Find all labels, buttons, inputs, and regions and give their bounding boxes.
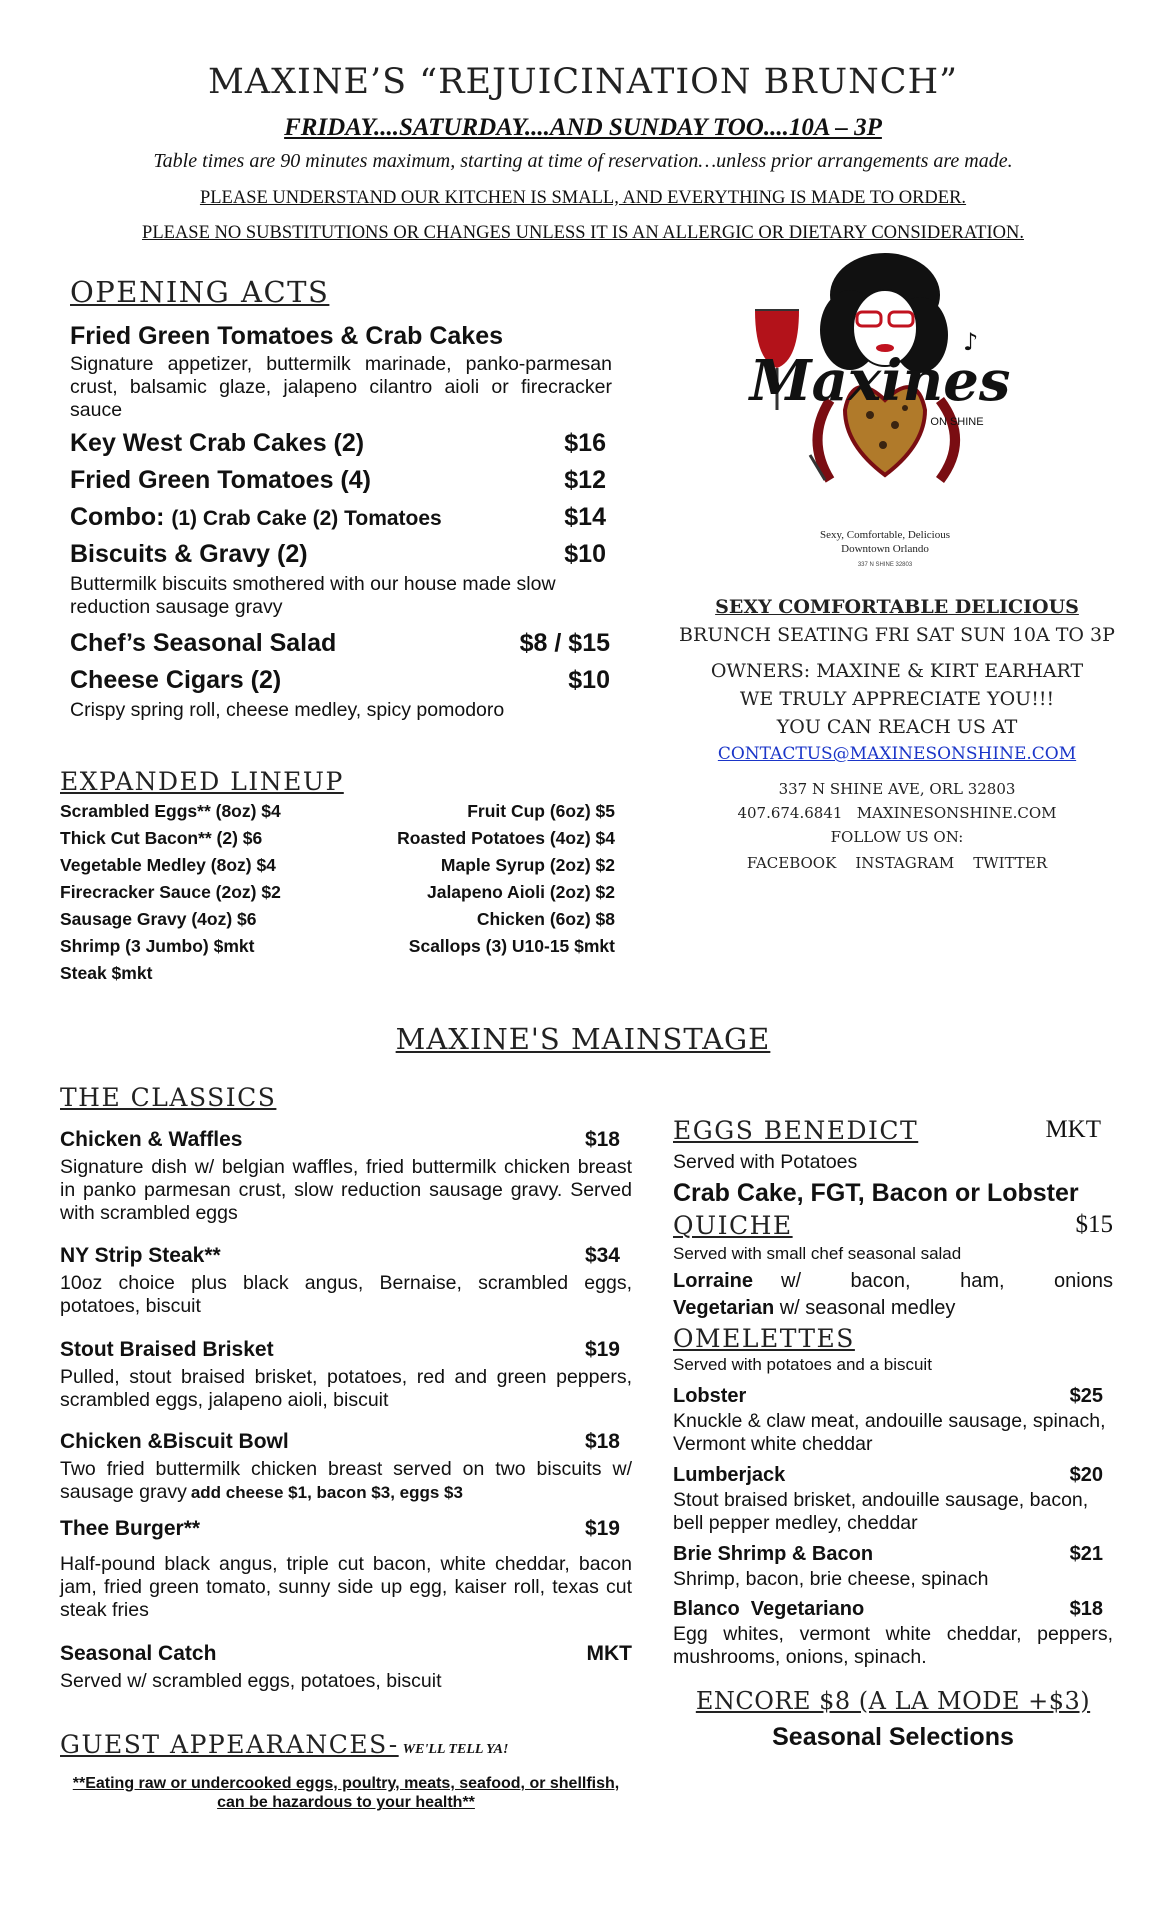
quiche-header xyxy=(673,1211,1113,1240)
omelette-item xyxy=(673,1543,1113,1591)
lineup-item: Chicken (6oz) $8 xyxy=(476,909,615,929)
classic-item-desc xyxy=(60,1670,632,1693)
lineup-row xyxy=(60,879,615,906)
classic-item-desc xyxy=(60,1366,632,1412)
brunch-days: FRIDAY....SATURDAY....AND SUNDAY TOO....10A – 3P xyxy=(284,114,882,141)
cigars-price: $10 xyxy=(568,666,610,695)
classics-heading: THE CLASSICS xyxy=(60,1083,277,1112)
biscuits-desc: Buttermilk biscuits smothered with our house made slow reduction sausage gravy xyxy=(70,573,556,619)
classic-item-desc xyxy=(60,1553,632,1621)
biscuits-name: Biscuits & Gravy (2) xyxy=(70,540,308,569)
address: 337 N SHINE AVE, ORL 32803 xyxy=(778,780,1016,798)
contact-email-link[interactable]: CONTACTUS@MAXINESONSHINE.COM xyxy=(717,744,1077,764)
social-links[interactable]: FACEBOOK INSTAGRAM TWITTER xyxy=(746,854,1048,872)
music-note-icon: ♪ xyxy=(963,328,979,356)
logo-address: 337 N SHINE 32803 xyxy=(857,562,913,568)
lineup-item: Thick Cut Bacon** (2) $6 xyxy=(60,828,263,848)
omelette-name: Blanco Vegetariano xyxy=(673,1598,865,1621)
classic-item-desc-text: Pulled, stout braised brisket, potatoes, red and green peppers, scrambled eggs, jalapeno aioli, biscuit xyxy=(60,1366,632,1411)
vegetarian-name: Vegetarian xyxy=(673,1297,775,1320)
classic-item-header xyxy=(60,1517,632,1541)
omelette-name: Lumberjack xyxy=(673,1463,786,1486)
classic-item-header xyxy=(60,1642,632,1666)
omelette-name: Brie Shrimp & Bacon xyxy=(673,1542,874,1565)
guest-heading: GUEST APPEARANCES- xyxy=(60,1730,399,1759)
classic-item xyxy=(60,1517,632,1621)
encore-heading: ENCORE $8 (A LA MODE +$3) xyxy=(695,1686,1091,1715)
combo-detail: (1) Crab Cake (2) Tomatoes xyxy=(171,507,442,531)
lineup-item: Roasted Potatoes (4oz) $4 xyxy=(397,828,615,848)
classic-item-desc-text: Two fried buttermilk chicken breast served on two biscuits w/ sausage gravy xyxy=(60,1457,632,1503)
vegetarian-desc: w/ seasonal medley xyxy=(779,1297,956,1320)
lineup-row xyxy=(60,933,615,960)
logo-graphic xyxy=(735,250,1035,575)
seasonal-selections: Seasonal Selections xyxy=(772,1722,1014,1751)
quiche-served: Served with small chef seasonal salad xyxy=(673,1244,962,1264)
omelette-item xyxy=(673,1598,1113,1669)
omelette-desc: Egg whites, vermont white cheddar, peppers, mushrooms, onions, spinach. xyxy=(673,1623,1113,1669)
quiche-price: $15 xyxy=(1075,1211,1113,1239)
classic-item-desc-text: Signature dish w/ belgian waffles, fried buttermilk chicken breast in panko parmesan crust, slow reduction sausage gravy. Served with scrambled eggs xyxy=(60,1156,632,1224)
logo-tagline: Sexy, Comfortable, Delicious xyxy=(819,529,951,541)
classic-item-desc-text: Half-pound black angus, triple cut bacon, white cheddar, bacon jam, fried green tomato, sunny side up egg, kaiser roll, texas cut steak fries xyxy=(60,1553,632,1621)
reach-us: YOU CAN REACH US AT xyxy=(776,716,1018,738)
follow-us: FOLLOW US ON: xyxy=(830,828,964,846)
menu-item xyxy=(70,629,612,658)
fgt-price: $12 xyxy=(564,466,606,495)
opening-acts-list xyxy=(70,322,612,722)
lineup-item: Jalapeno Aioli (2oz) $2 xyxy=(426,882,615,902)
classic-item-header xyxy=(60,1430,632,1454)
lineup-row xyxy=(60,825,615,852)
classic-item-desc xyxy=(60,1458,632,1504)
omelette-item xyxy=(673,1385,1113,1456)
fgt-name: Fried Green Tomatoes (4) xyxy=(70,466,371,495)
substitution-notice: PLEASE NO SUBSTITUTIONS OR CHANGES UNLESS IT IS AN ALLERGIC OR DIETARY CONSIDERATION. xyxy=(142,223,1024,243)
classic-item xyxy=(60,1430,632,1504)
lineup-item: Shrimp (3 Jumbo) $mkt xyxy=(60,936,255,956)
lineup-row xyxy=(60,906,615,933)
maxines-logo xyxy=(735,250,1035,575)
classic-item-desc-text: Served w/ scrambled eggs, potatoes, biscuit xyxy=(60,1669,442,1692)
classic-item-name: Stout Braised Brisket xyxy=(60,1338,274,1362)
omelette-item xyxy=(673,1464,1113,1535)
omelette-price: $25 xyxy=(1069,1385,1103,1408)
lineup-row xyxy=(60,798,615,825)
thanks: WE TRULY APPRECIATE YOU!!! xyxy=(739,688,1055,710)
omelette-header xyxy=(673,1598,1113,1621)
classic-item-price: $19 xyxy=(584,1517,620,1541)
lineup-row xyxy=(60,852,615,879)
salad-price: $8 / $15 xyxy=(519,629,610,658)
slogan: SEXY COMFORTABLE DELICIOUS xyxy=(715,596,1079,618)
classic-item-name: Chicken &Biscuit Bowl xyxy=(60,1429,289,1453)
classic-item-price: $18 xyxy=(584,1429,620,1453)
classic-item-desc-text: 10oz choice plus black angus, Bernaise, scrambled eggs, potatoes, biscuit xyxy=(60,1272,632,1318)
guest-note: WE'LL TELL YA! xyxy=(402,1742,509,1757)
cigars-desc: Crispy spring roll, cheese medley, spicy pomodoro xyxy=(70,699,505,722)
logo-location: Downtown Orlando xyxy=(841,543,929,555)
classic-item xyxy=(60,1642,632,1693)
classic-item-header xyxy=(60,1128,632,1152)
omelettes-served: Served with potatoes and a biscuit xyxy=(673,1355,932,1375)
classic-item-header xyxy=(60,1338,632,1362)
omelette-header xyxy=(673,1543,1113,1566)
table-times-note: Table times are 90 minutes maximum, starting at time of reservation…unless prior arrangements are made. xyxy=(153,150,1013,172)
menu-item xyxy=(70,429,612,458)
classic-item-header xyxy=(60,1244,632,1268)
health-warning: **Eating raw or undercooked eggs, poultry, meats, seafood, or shellfish, can be hazardous to your health** xyxy=(72,1775,620,1812)
menu-item xyxy=(70,503,612,532)
key-west-name: Key West Crab Cakes (2) xyxy=(70,429,365,458)
guest-appearances xyxy=(60,1730,632,1759)
fgt-crab-desc: Signature appetizer, buttermilk marinade, panko-parmesan crust, balsamic glaze, jalapeno cilantro aioli or firecracker sauce xyxy=(70,353,612,421)
key-west-price: $16 xyxy=(564,429,606,458)
kitchen-notice: PLEASE UNDERSTAND OUR KITCHEN IS SMALL, AND EVERYTHING IS MADE TO ORDER. xyxy=(199,188,967,208)
classic-item-price: $19 xyxy=(584,1338,620,1362)
omelettes-heading: OMELETTES xyxy=(673,1324,855,1354)
omelettes-list xyxy=(673,1385,1113,1669)
classic-item-desc xyxy=(60,1156,632,1224)
specials-column xyxy=(673,1116,1113,1752)
classic-item xyxy=(60,1338,632,1412)
benedict-header xyxy=(673,1116,1113,1145)
combo-price: $14 xyxy=(564,503,606,532)
contact-block xyxy=(662,596,1132,872)
omelette-header xyxy=(673,1464,1113,1487)
menu-item xyxy=(70,540,612,569)
lineup-item: Fruit Cup (6oz) $5 xyxy=(467,801,615,821)
lorraine-desc: w/ bacon, ham, onions xyxy=(781,1270,1113,1293)
phone-website: 407.674.6841 MAXINESONSHINE.COM xyxy=(737,804,1057,822)
omelette-desc: Shrimp, bacon, brie cheese, spinach xyxy=(673,1567,989,1590)
classic-item-price: $18 xyxy=(584,1128,620,1151)
classic-item xyxy=(60,1244,632,1318)
lineup-item: Firecracker Sauce (2oz) $2 xyxy=(60,882,281,902)
classic-item-price: $34 xyxy=(584,1244,620,1268)
menu-item xyxy=(70,666,612,695)
benedict-options: Crab Cake, FGT, Bacon or Lobster xyxy=(673,1179,1079,1207)
omelette-price: $21 xyxy=(1069,1542,1103,1565)
lineup-item: Vegetable Medley (8oz) $4 xyxy=(60,855,276,875)
lineup-row xyxy=(60,960,615,987)
omelette-price: $20 xyxy=(1069,1463,1103,1486)
classic-item-name: Seasonal Catch xyxy=(60,1641,217,1665)
classic-item-price: MKT xyxy=(586,1641,632,1665)
omelette-price: $18 xyxy=(1069,1598,1103,1621)
quiche-heading: QUICHE xyxy=(673,1211,793,1241)
menu-item xyxy=(70,466,612,495)
seating-hours: BRUNCH SEATING FRI SAT SUN 10A TO 3P xyxy=(679,624,1115,646)
classic-item-addons: add cheese $1, bacon $3, eggs $3 xyxy=(190,1482,463,1502)
classics-list xyxy=(60,1128,632,1693)
fgt-crab-name: Fried Green Tomatoes & Crab Cakes xyxy=(70,322,504,350)
logo-sub: ON SHINE xyxy=(930,416,984,428)
classic-item-name: Chicken & Waffles xyxy=(60,1128,243,1151)
omelette-name: Lobster xyxy=(673,1385,747,1408)
lineup-item: Maple Syrup (2oz) $2 xyxy=(440,855,615,875)
lineup-item: Sausage Gravy (4oz) $6 xyxy=(60,909,257,929)
salad-name: Chef’s Seasonal Salad xyxy=(70,629,337,658)
classic-item-desc xyxy=(60,1272,632,1318)
vegetarian-row xyxy=(673,1297,1113,1320)
expanded-lineup-list xyxy=(60,798,615,987)
omelette-desc: Stout braised brisket, andouille sausage, bacon, bell pepper medley, cheddar xyxy=(673,1488,1089,1534)
lineup-item: Scallops (3) U10-15 $mkt xyxy=(408,936,615,956)
omelette-desc: Knuckle & claw meat, andouille sausage, spinach, Vermont white cheddar xyxy=(673,1410,1106,1456)
combo-name: Combo: xyxy=(70,503,165,532)
classic-item-name: Thee Burger** xyxy=(60,1517,201,1541)
biscuits-price: $10 xyxy=(564,540,606,569)
menu-title: MAXINE’S “REJUICINATION BRUNCH” xyxy=(207,62,958,102)
expanded-lineup-heading: EXPANDED LINEUP xyxy=(60,767,344,796)
opening-acts-heading: OPENING ACTS xyxy=(70,275,330,309)
cigars-name: Cheese Cigars (2) xyxy=(70,666,282,695)
omelette-header xyxy=(673,1385,1113,1408)
mainstage-heading: MAXINE'S MAINSTAGE xyxy=(395,1022,771,1056)
logo-wordmark: Maxines xyxy=(749,348,1011,414)
lorraine-row xyxy=(673,1270,1113,1293)
lorraine-name: Lorraine xyxy=(673,1270,754,1293)
lineup-item: Steak $mkt xyxy=(60,963,153,983)
owners: OWNERS: MAXINE & KIRT EARHART xyxy=(710,660,1084,682)
benedict-served: Served with Potatoes xyxy=(673,1151,858,1173)
classic-item-name: NY Strip Steak** xyxy=(60,1244,221,1268)
benedict-heading: EGGS BENEDICT xyxy=(673,1116,919,1145)
benedict-price: MKT xyxy=(1045,1116,1101,1143)
classic-item xyxy=(60,1128,632,1224)
lineup-item: Scrambled Eggs** (8oz) $4 xyxy=(60,801,281,821)
